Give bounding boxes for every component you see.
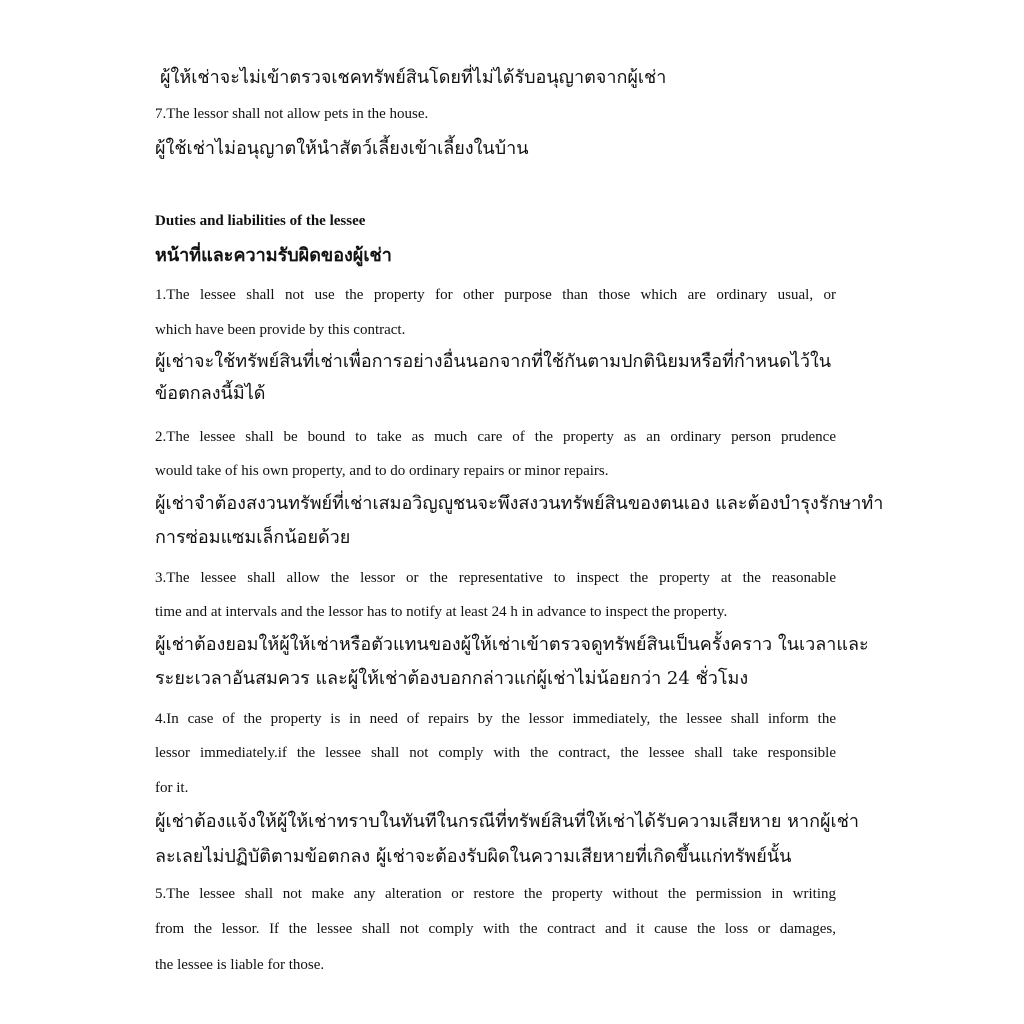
lessee-item-5-english-line-2: from the lessor. If the lessee shall not comply with the contract and it cause the loss or damages, [155,921,836,937]
lessee-item-2-english-line-2: would take of his own property, and to do ordinary repairs or minor repairs. [155,463,609,479]
lessee-item-3-english-line-1: 3.The lessee shall allow the lessor or the representative to inspect the property at the reasonable [155,570,836,586]
lessee-item-4-thai-line-2: ละเลยไม่ปฏิบัติตามข้อตกลง ผู้เช่าจะต้องรับผิดในความเสียหายที่เกิดขึ้นแก่ทรัพย์นั้น [155,846,792,867]
lessee-item-1-english-line-2: which have been provide by this contract. [155,322,406,338]
lessee-item-1-thai-line-1: ผู้เช่าจะใช้ทรัพย์สินที่เช่าเพื่อการอย่างอื่นนอกจากที่ใช้กันตามปกตินิยมหรือที่กำหนดไว้ใน [155,351,832,372]
lessee-item-4-thai-line-1 [155,810,860,834]
lessee-item-3-english-line-2: time and at intervals and the lessor has to notify at least 24 h in advance to inspect the property. [155,604,728,620]
lessee-item-2-english-line-1: 2.The lessee shall be bound to take as much care of the property as an ordinary person prudence [155,429,836,445]
lessee-item-2-thai-line-1 [155,492,884,516]
lessee-section-heading-thai: หน้าที่และความรับผิดของผู้เช่า [155,245,392,266]
lessee-item-4-english-line-2: lessor immediately.if the lessee shall not comply with the contract, the lessee shall take responsible [155,745,836,761]
lessee-item-3-thai-line-1 [155,633,869,657]
lessor-duty-7-english: 7.The lessor shall not allow pets in the house. [155,106,429,122]
lessee-item-1-thai-line-2: ข้อตกลงนี้มิได้ [155,383,266,404]
lessee-item-2-thai-part-b: และต้องบำรุงรักษาทำ [715,493,884,514]
lessee-item-5-english-line-3: the lessee is liable for those. [155,957,325,973]
lessee-item-4-thai-part-b: หากผู้เช่า [787,811,860,832]
lessee-item-1-english-line-1: 1.The lessee shall not use the property for other purpose than those which are ordinary usual, or [155,287,836,303]
lessee-item-3-thai-part-a: ผู้เช่าต้องยอมให้ผู้ให้เช่าหรือตัวแทนของผู้ให้เช่าเข้าตรวจดูทรัพย์สินเป็นครั้งคราว [155,634,773,655]
lessee-item-4-english-line-3: for it. [155,780,189,796]
lessee-item-4-thai-part-a: ผู้เช่าต้องแจ้งให้ผู้ให้เช่าทราบในทันทีในกรณีที่ทรัพย์สินที่ให้เช่าได้รับความเสียหาย [155,811,782,832]
lessor-duty-7-thai: ผู้ใช้เช่าไม่อนุญาตให้นำสัตว์เลี้ยงเข้าเลี้ยงในบ้าน [155,138,529,159]
lessee-item-2-thai-part-a: ผู้เช่าจำต้องสงวนทรัพย์ที่เช่าเสมอวิญญูชนจะพึงสงวนทรัพย์สินของตนเอง [155,493,710,514]
lessor-duty-6-thai-line: ผู้ให้เช่าจะไม่เข้าตรวจเชคทรัพย์สินโดยที่ไม่ได้รับอนุญาตจากผู้เช่า [160,67,667,88]
lessee-item-5-english-line-1: 5.The lessee shall not make any alteration or restore the property without the permission in writing [155,886,836,902]
lessee-item-3-thai-line-2: ระยะเวลาอันสมควร และผู้ให้เช่าต้องบอกกล่าวแก่ผู้เช่าไม่น้อยกว่า 24 ชั่วโมง [155,668,749,689]
lessee-item-2-thai-line-2: การซ่อมแซมเล็กน้อยด้วย [155,527,351,548]
lessee-item-4-english-line-1: 4.In case of the property is in need of repairs by the lessor immediately, the lessee shall inform the [155,711,836,727]
lessee-item-3-thai-part-b: ในเวลาและ [777,634,869,655]
lessee-section-heading-english: Duties and liabilities of the lessee [155,213,366,229]
